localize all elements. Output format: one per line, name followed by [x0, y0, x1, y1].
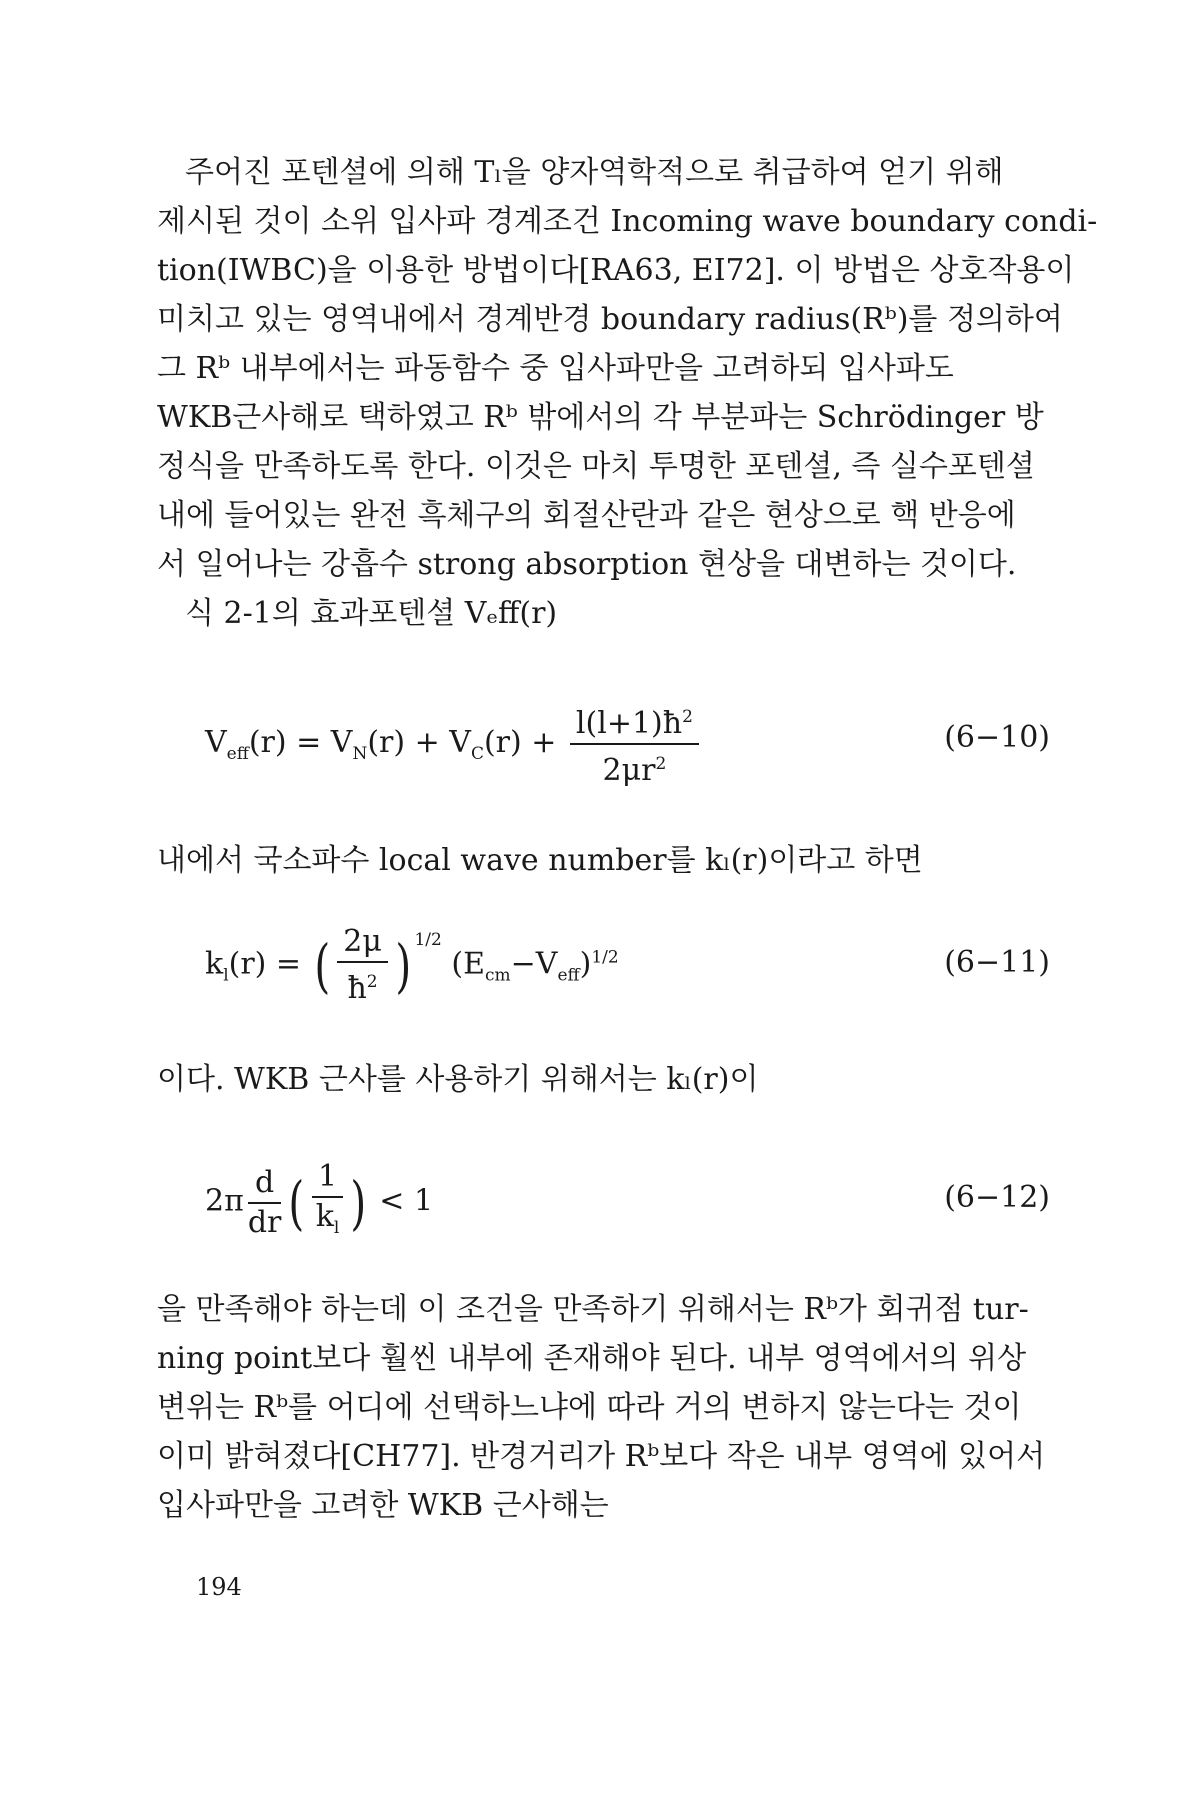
equation-body: $k_l(r)$ = ( $\frac{2\mu}{ħ^2}$ ) $^{1/2}$ $(E_{cm}-V_{eff})^{1/2}$ — [205, 924, 619, 1006]
text-line: 입사파만을 고려한 WKB 근사해는 — [157, 1488, 609, 1523]
paragraph-between-2 — [157, 1055, 1047, 1104]
text-line: ning point보다 훨씬 내부에 존재해야 된다. 내부 영역에서의 위상 — [157, 1341, 1027, 1376]
equation-body: 2π $\frac{d}{dr}$ ( $\frac{1}{k_l}$ ) < 1 — [205, 1160, 433, 1245]
fraction — [570, 700, 699, 788]
equation-6-12 — [205, 1160, 1050, 1240]
eq-subscript: C — [470, 744, 484, 764]
denominator: $2\mu r^2$ — [602, 753, 667, 788]
equation-body — [205, 700, 703, 788]
text-line: WKB근사해로 택하였고 Rᵇ 밖에서의 각 부분파는 Schrödinger 방 — [157, 400, 1044, 435]
eq-subscript: N — [352, 744, 368, 764]
eq-text: (r) + — [483, 725, 557, 760]
paragraph-2 — [157, 1285, 1047, 1530]
equation-6-11 — [205, 925, 1050, 1005]
equation-number: (6−12) — [944, 1180, 1050, 1215]
equation-6-10 — [205, 700, 1050, 788]
text-line: 제시된 것이 소위 입사파 경계조건 Incoming wave boundary condi- — [157, 204, 1098, 239]
fraction — [337, 925, 388, 1006]
derivative-fraction: $\frac{d}{dr}$ — [247, 1164, 282, 1240]
text-line: 그 Rᵇ 내부에서는 파동함수 중 입사파만을 고려하되 입사파도 — [157, 351, 954, 386]
text-line: 정식을 만족하도록 한다. 이것은 마치 투명한 포텐셜, 즉 실수포텐셜 — [157, 449, 1035, 484]
text-line: 을 만족해야 하는데 이 조건을 만족하기 위해서는 Rᵇ가 회귀점 tur- — [157, 1292, 1029, 1327]
eq-text: (r) = V — [248, 725, 353, 760]
text-line: 내에 들어있는 완전 흑체구의 회절산란과 같은 현상으로 핵 반응에 — [157, 498, 1016, 533]
paragraph-between-1 — [157, 836, 1047, 885]
reciprocal-fraction: $\frac{1}{k_l}$ — [312, 1160, 343, 1245]
equation-number: (6−11) — [944, 945, 1050, 980]
text-line: 미치고 있는 영역내에서 경계반경 boundary radius(Rᵇ)를 정의하여 — [157, 302, 1063, 337]
text-line: 서 일어나는 강흡수 strong absorption 현상을 대변하는 것이다. — [157, 547, 1017, 582]
eq-symbol: V — [205, 725, 227, 760]
text-line: 주어진 포텐셜에 의해 Tₗ을 양자역학적으로 취급하여 얻기 위해 — [185, 155, 1004, 190]
equation-number: (6−10) — [944, 720, 1050, 755]
text-line: 식 2-1의 효과포텐셜 Vₑff(r) — [185, 596, 558, 631]
eq-text: (r) + V — [367, 725, 471, 760]
numerator: $l(l+1)ħ^2$ — [570, 700, 699, 745]
text-line: 이다. WKB 근사를 사용하기 위해서는 kₗ(r)이 — [157, 1062, 759, 1097]
text-line: tion(IWBC)을 이용한 방법이다[RA63, EI72]. 이 방법은 상호작용이 — [157, 253, 1075, 288]
eq-subscript: eff — [226, 744, 249, 764]
page-number: 194 — [196, 1573, 242, 1601]
numerator: 2μ — [337, 925, 388, 963]
text-line: 내에서 국소파수 local wave number를 kₗ(r)이라고 하면 — [157, 843, 923, 878]
denominator: $ħ^2$ — [347, 971, 378, 1006]
text-line: 변위는 Rᵇ를 어디에 선택하느냐에 따라 거의 변하지 않는다는 것이 — [157, 1390, 1022, 1425]
paragraph-1 — [157, 148, 1098, 638]
text-line: 이미 밝혀졌다[CH77]. 반경거리가 Rᵇ보다 작은 내부 영역에 있어서 — [157, 1439, 1046, 1474]
